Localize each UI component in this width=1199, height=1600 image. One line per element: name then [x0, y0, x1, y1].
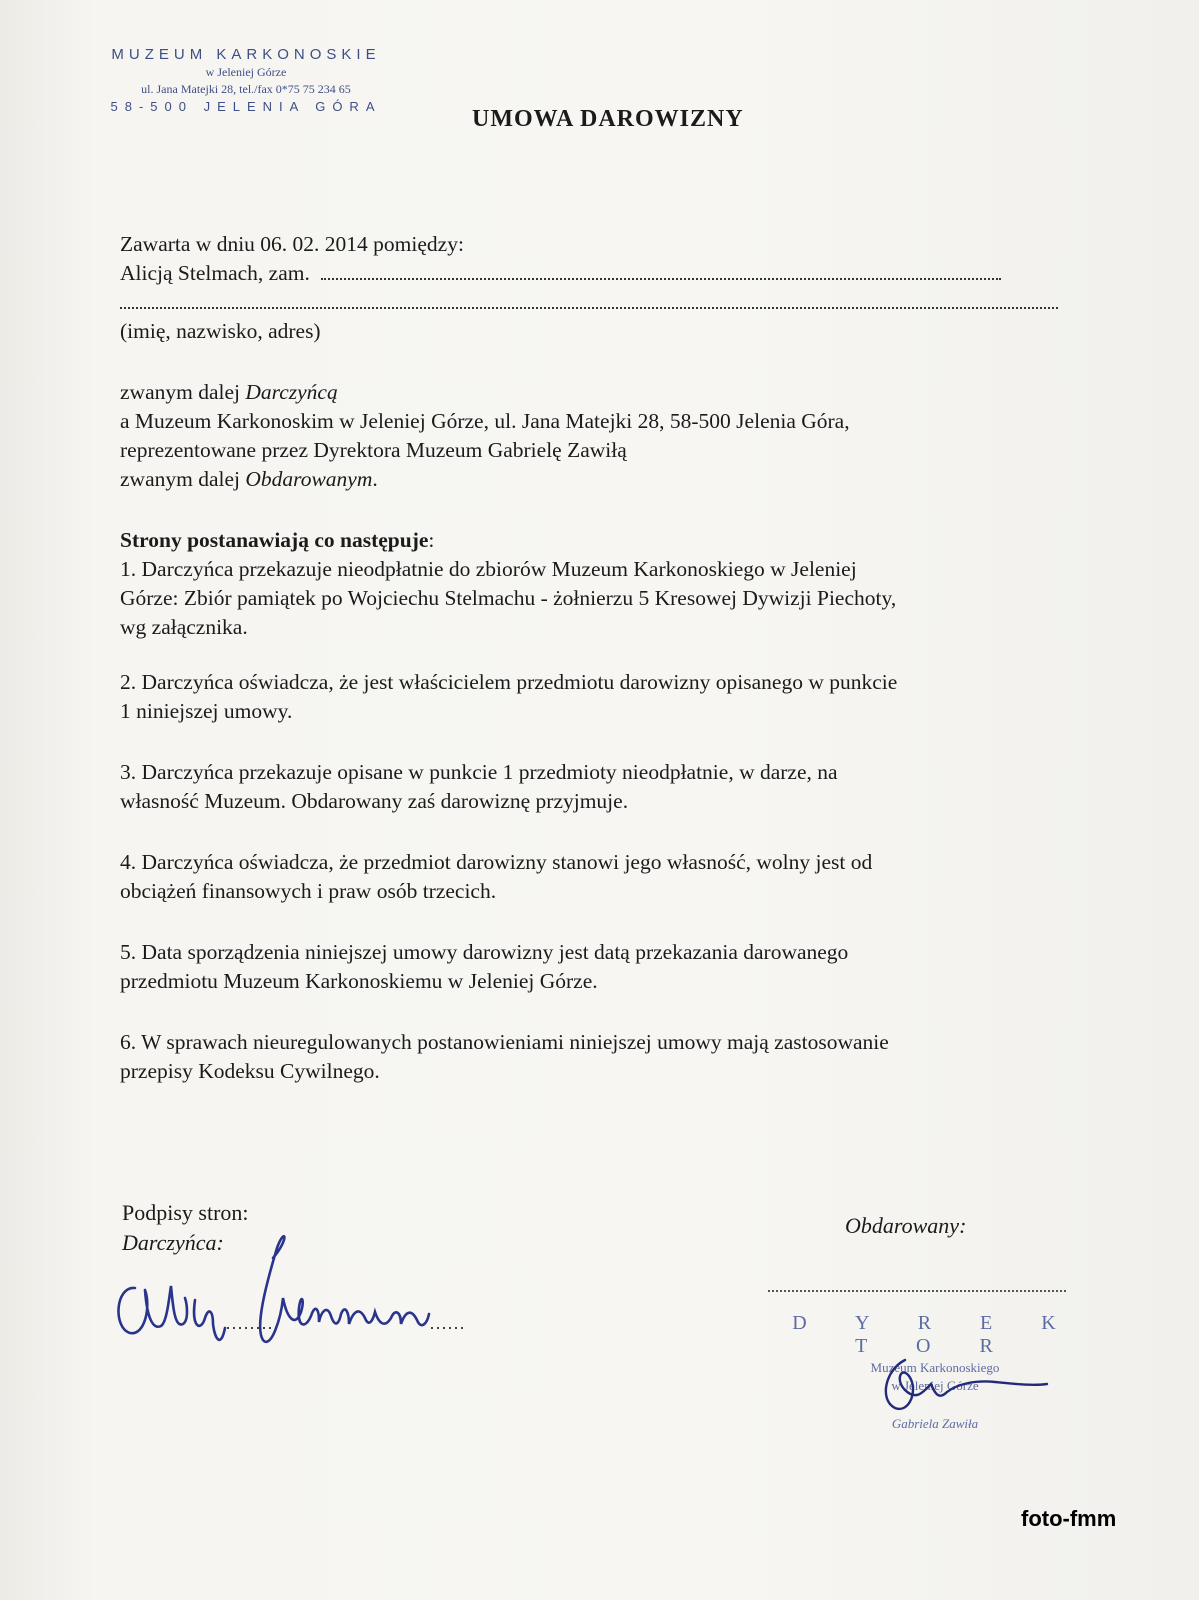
- museum-header-stamp: [96, 46, 396, 114]
- director-signature-icon: [865, 1350, 1055, 1420]
- clause-line: 6. W sprawach nieuregulowanych postanowieniami niniejszej umowy mają zastosowanie: [120, 1030, 889, 1054]
- clause-line: 3. Darczyńca przekazuje opisane w punkcie 1 przedmioty nieodpłatnie, w darze, na: [120, 760, 838, 784]
- clause-6: [120, 1028, 1110, 1086]
- donee-term: Obdarowanym: [245, 467, 373, 491]
- clause-5: [120, 938, 1110, 996]
- clause-line: własność Muzeum. Obdarowany zaś darowiznę przyjmuje.: [120, 789, 629, 813]
- address-dotted-field-2: [120, 289, 1058, 309]
- clause-3: [120, 758, 1110, 816]
- photo-watermark: foto-fmm: [1021, 1506, 1117, 1531]
- donee-definition: [120, 465, 1110, 494]
- donor-signature-label: Darczyńca:: [122, 1230, 224, 1255]
- clause-line: przepisy Kodeksu Cywilnego.: [120, 1059, 380, 1083]
- stamp-line-postcode: 58-500 JELENIA GÓRA: [110, 99, 382, 114]
- document-title: UMOWA DAROWIZNY: [472, 106, 744, 132]
- represented-line: reprezentowane przez Dyrektora Muzeum Gabrielę Zawiłą: [120, 438, 627, 462]
- clause-line: Górze: Zbiór pamiątek po Wojciechu Stelmachu - żołnierzu 5 Kresowej Dywizji Piechoty,: [120, 586, 897, 610]
- dotted-line-2: [120, 288, 1110, 317]
- clauses-heading-colon: :: [428, 528, 435, 552]
- donor-prefix: zwanym dalej: [120, 380, 240, 404]
- contract-body: [120, 230, 1110, 1086]
- clause-line: 4. Darczyńca oświadcza, że przedmiot darowizny stanowi jego własność, wolny jest od: [120, 850, 873, 874]
- stamp-museum-city: w Jeleniej Górze: [891, 1378, 979, 1393]
- party-name: Alicją Stelmach, zam.: [120, 261, 310, 285]
- stamp-line-museum: MUZEUM KARKONOSKIE: [111, 46, 381, 63]
- stamp-line-address: ul. Jana Matejki 28, tel./fax 0*75 75 234 65: [141, 82, 351, 96]
- clause-1: [120, 555, 1110, 642]
- stamp-museum-name: Muzeum Karkonoskiego: [870, 1360, 1000, 1375]
- clause-line: obciążeń finansowych i praw osób trzecich.: [120, 879, 497, 903]
- clause-line: wg załącznika.: [120, 615, 248, 639]
- clauses-heading-text: Strony postanawiają co następuje: [120, 528, 429, 552]
- clause-line: 5. Data sporządzenia niniejszej umowy darowizny jest datą przekazania darowanego: [120, 940, 849, 964]
- clauses-heading: [120, 526, 1110, 555]
- clause-line: 2. Darczyńca oświadcza, że jest właścicielem przedmiotu darowizny opisanego w punkcie: [120, 670, 898, 694]
- museum-line: a Muzeum Karkonoskim w Jeleniej Górze, ul. Jana Matejki 28, 58-500 Jelenia Góra,: [120, 409, 850, 433]
- stamp-line-city: w Jeleniej Górze: [205, 65, 287, 79]
- donor-definition: [120, 378, 1110, 407]
- donor-term: Darczyńcą: [245, 380, 338, 404]
- stamp-director-name: Gabriela Zawiła: [891, 1416, 979, 1431]
- stamp-director-title: D Y R E K T O R: [792, 1312, 1078, 1357]
- clause-4: [120, 848, 1110, 906]
- party-hint: (imię, nazwisko, adres): [120, 319, 321, 343]
- clause-line: 1. Darczyńca przekazuje nieodpłatnie do zbiorów Muzeum Karkonoskiego w Jeleniej: [120, 557, 857, 581]
- donor-signature-icon: [105, 1228, 485, 1368]
- clause-line: 1 niniejszej umowy.: [120, 699, 293, 723]
- donee-signature-label: Obdarowany:: [845, 1213, 967, 1238]
- party-line: [120, 259, 1110, 288]
- clause-line: przedmiotu Muzeum Karkonoskiemu w Jeleniej Górze.: [120, 969, 598, 993]
- donee-signature-line: [768, 1290, 1066, 1292]
- signatures-label: Podpisy stron:: [122, 1200, 249, 1225]
- address-dotted-field: [321, 260, 1001, 280]
- donee-prefix: zwanym dalej: [120, 467, 240, 491]
- clause-2: [120, 668, 1110, 726]
- date-line: Zawarta w dniu 06. 02. 2014 pomiędzy:: [120, 232, 464, 256]
- donee-suffix: .: [372, 467, 378, 491]
